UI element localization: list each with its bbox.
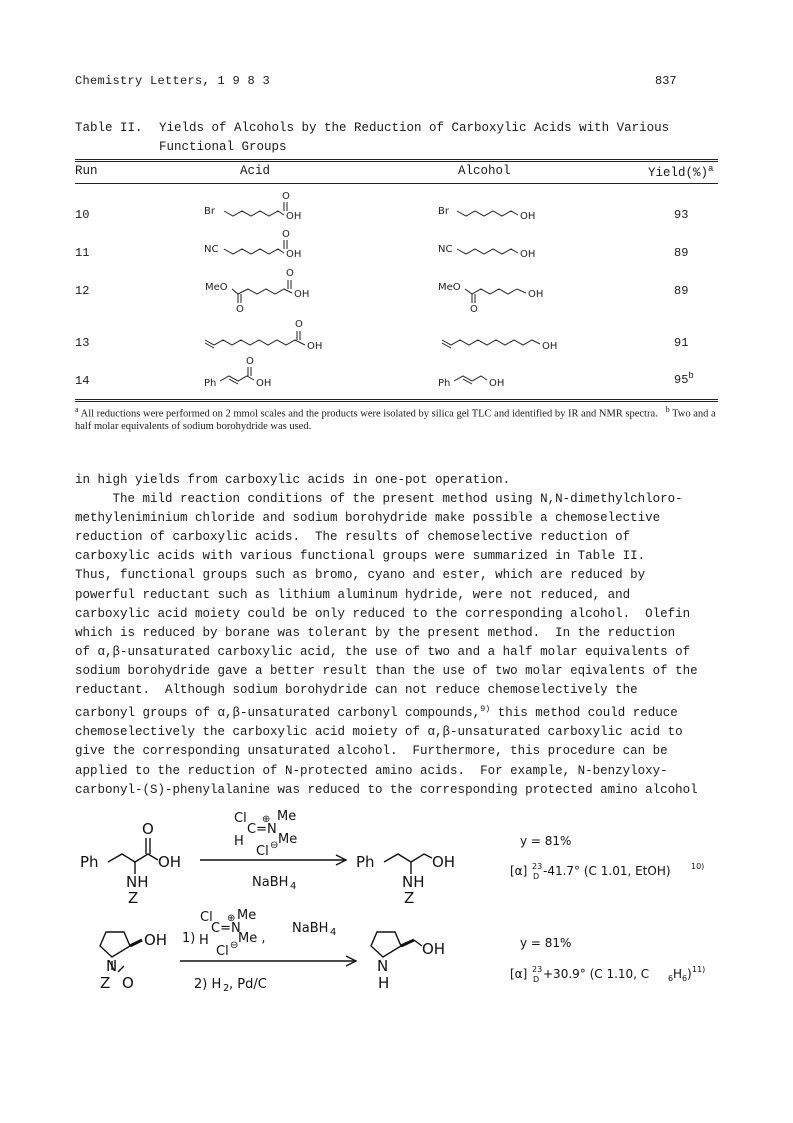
svg-text:NaBH: NaBH <box>252 875 289 890</box>
yield-value: 93 <box>674 208 689 222</box>
alcohol-chain-12 <box>465 289 526 294</box>
svg-text:OH: OH <box>286 249 302 260</box>
svg-text:⊖: ⊖ <box>270 840 279 851</box>
acid-chain-14 <box>220 376 254 381</box>
svg-text:NH: NH <box>126 873 149 891</box>
svg-text:D: D <box>533 872 540 881</box>
table-structures <box>0 0 793 405</box>
svg-text:⊕: ⊕ <box>262 814 271 825</box>
svg-text:OH: OH <box>432 853 456 871</box>
acid-label-12: MeO <box>205 282 228 293</box>
svg-text:C=N: C=N <box>211 921 241 936</box>
journal-header: Chemistry Letters, 1 9 8 3 <box>75 74 271 88</box>
svg-text:2) H: 2) H <box>194 977 222 992</box>
svg-text:D: D <box>533 975 540 984</box>
svg-text:OH: OH <box>158 853 182 871</box>
yield-value: 95$^b$ <box>674 371 694 387</box>
svg-text:-41.7° (C 1.01, EtOH): -41.7° (C 1.01, EtOH) <box>543 864 671 878</box>
svg-text:, Pd/C: , Pd/C <box>229 977 267 992</box>
svg-text:y = 81%: y = 81% <box>520 834 572 848</box>
svg-text:OH: OH <box>294 289 310 300</box>
svg-text:Cl: Cl <box>256 844 269 859</box>
alcohol-chain-13 <box>442 340 540 345</box>
alcohol-label-12: MeO <box>438 282 461 293</box>
svg-text:OH: OH <box>307 341 323 352</box>
page-number: 837 <box>655 74 677 88</box>
svg-text:O: O <box>470 304 478 315</box>
col-header-yield: Yield(%)$^a$ <box>648 164 714 181</box>
table-label: Table II. <box>75 121 143 135</box>
svg-text:4: 4 <box>290 881 297 892</box>
svg-text:OH: OH <box>520 249 536 260</box>
acid-chain-12 <box>232 289 292 294</box>
table-title-line2: Functional Groups <box>159 140 287 154</box>
acid-chain-11 <box>224 249 284 254</box>
svg-text:OH: OH <box>256 378 272 389</box>
svg-text:O: O <box>122 974 134 992</box>
svg-text:Cl: Cl <box>234 811 247 826</box>
body-text: in high yields from carboxylic acids in one-pot operation. The mild reaction conditions of the present method using N,N-dimethylchloro- methyleniminium chloride and sodium borohydride make possible a chemoselective reduction of carboxylic acids. The results of chemoselective reduction of carboxylic acids with various functional groups were summarized in Table II. Thus, functional groups such as bromo, cyano and ester, which are reduced by powerful reductant such as lithium aluminum hydride, were not reduced, and carboxylic acid moiety could be only reduced to the corresponding alcohol. Olefin which is reduced by borane was tolerant by the present method. In the reduction of α,β-unsaturated carboxylic acid, the use of two and a half molar equivalents of sodium borohydride gave a better result than the use of two molar eqivalents of the reductant. Although sodium borohydride can not reduce chemoselectively the carbonyl groups of α,β-unsaturated carbonyl compounds,$^{9)}$ this method could reduce chemoselectively the carboxylic acid moiety of α,β-unsaturated carboxylic acid to give the corresponding unsaturated alcohol. Furthermore, this procedure can be applied to the reduction of N-protected amino acids. For example, N-benzyloxy- carbonyl-(S)-phenylalanine was reduced to the corresponding protected amino alcohol <box>75 473 698 797</box>
svg-text:N: N <box>106 957 118 975</box>
table-title-line1: Yields of Alcohols by the Reduction of Carboxylic Acids with Various <box>159 121 670 135</box>
svg-text:+30.9° (C 1.10, C: +30.9° (C 1.10, C <box>543 967 650 981</box>
svg-text:11): 11) <box>692 965 706 974</box>
table-footnotes: $^a$ All reductions were performed on 2 mmol scales and the products were isolated by silica gel TLC and identified by IR and NMR spectra. $^b$ Two and a half molar equivalents of sodium borohydride was used. <box>75 405 716 432</box>
svg-text:O: O <box>286 268 294 279</box>
yield-value: 91 <box>674 336 689 350</box>
alcohol-label-14: Ph <box>438 378 451 389</box>
svg-text:Me: Me <box>237 908 257 923</box>
svg-text:): ) <box>687 967 692 981</box>
run-number: 12 <box>75 284 90 298</box>
svg-text:Ph: Ph <box>80 853 99 871</box>
svg-text:4: 4 <box>330 927 337 938</box>
acid-chain-13 <box>205 340 305 345</box>
acid-label-11: NC <box>204 244 219 255</box>
reaction-schemes <box>0 800 793 1000</box>
svg-text:Z: Z <box>404 889 415 907</box>
svg-text:Z: Z <box>128 889 139 907</box>
svg-text:OH: OH <box>489 378 505 389</box>
svg-text:OH: OH <box>520 211 536 222</box>
svg-text:[α]: [α] <box>510 864 528 878</box>
svg-text:Cl: Cl <box>200 910 213 925</box>
svg-text:NH: NH <box>402 873 425 891</box>
svg-text:OH: OH <box>286 211 302 222</box>
svg-text:Me: Me <box>278 832 298 847</box>
acid-chain-10 <box>224 211 284 216</box>
svg-text:23: 23 <box>532 862 543 871</box>
svg-text:Cl: Cl <box>216 944 229 959</box>
svg-text:Ph: Ph <box>356 853 375 871</box>
svg-text:10): 10) <box>691 862 705 871</box>
svg-text:⊖: ⊖ <box>230 940 239 951</box>
svg-text:OH: OH <box>528 289 544 300</box>
run-number: 13 <box>75 336 90 350</box>
run-number: 11 <box>75 246 90 260</box>
svg-text:1): 1) <box>182 931 196 946</box>
yield-value: 89 <box>674 284 689 298</box>
svg-text:⊕: ⊕ <box>227 913 236 924</box>
svg-text:C=N: C=N <box>247 822 277 837</box>
acid-label-14: Ph <box>204 378 217 389</box>
acid-label-10: Br <box>204 206 215 217</box>
alcohol-chain-10 <box>457 211 518 216</box>
alcohol-label-11: NC <box>438 244 453 255</box>
svg-text:O: O <box>236 304 244 315</box>
svg-text:y = 81%: y = 81% <box>520 936 572 950</box>
svg-text:O: O <box>282 229 290 240</box>
svg-text:H: H <box>378 974 390 992</box>
svg-text:OH: OH <box>144 931 168 949</box>
run-number: 14 <box>75 374 90 388</box>
col-header-acid: Acid <box>240 164 271 178</box>
svg-text:H: H <box>199 933 209 948</box>
svg-text:N: N <box>377 957 389 975</box>
svg-text:23: 23 <box>532 965 543 974</box>
svg-text:Me ,: Me , <box>238 931 266 946</box>
svg-text:Me: Me <box>277 809 297 824</box>
svg-text:O: O <box>295 319 303 330</box>
col-header-run: Run <box>75 164 98 178</box>
svg-text:[α]: [α] <box>510 967 528 981</box>
svg-text:O: O <box>282 191 290 202</box>
run-number: 10 <box>75 208 90 222</box>
svg-text:O: O <box>246 356 254 367</box>
svg-text:O: O <box>142 820 154 838</box>
alcohol-chain-14 <box>454 376 487 381</box>
svg-text:NaBH: NaBH <box>292 921 329 936</box>
svg-text:2: 2 <box>223 983 230 994</box>
alcohol-chain-11 <box>457 249 518 254</box>
svg-text:6: 6 <box>682 974 688 983</box>
svg-text:6: 6 <box>668 974 674 983</box>
svg-text:OH: OH <box>422 940 446 958</box>
svg-text:Z: Z <box>100 974 111 992</box>
col-header-alcohol: Alcohol <box>458 164 511 178</box>
svg-text:H: H <box>234 834 244 849</box>
yield-value: 89 <box>674 246 689 260</box>
alcohol-label-10: Br <box>438 206 449 217</box>
svg-text:OH: OH <box>542 341 558 352</box>
svg-text:H: H <box>673 967 683 981</box>
